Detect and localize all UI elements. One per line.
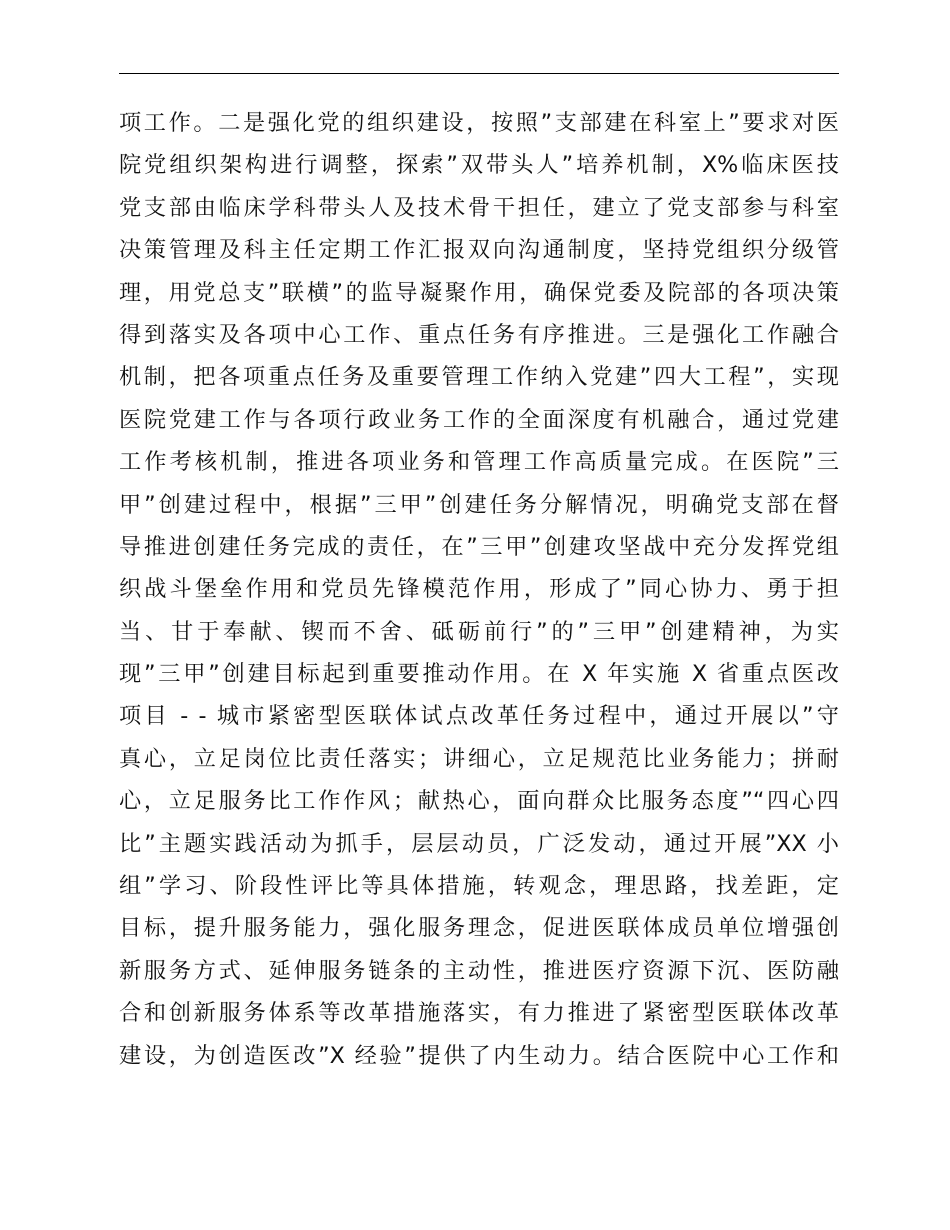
text-line: 工作考核机制，推进各项业务和管理工作高质量完成。在医院”三: [119, 449, 839, 476]
text-line: 织战斗堡垒作用和党员先锋模范作用，形成了”同心协力、勇于担: [119, 576, 839, 603]
text-line: 项目 - - 城市紧密型医联体试点改革任务过程中，通过开展以”守: [119, 703, 839, 730]
text-line: 机制，把各项重点任务及重要管理工作纳入党建”四大工程”，实现: [119, 364, 839, 391]
text-line: 建设，为创造医改”X 经验”提供了内生动力。结合医院中心工作和: [119, 1042, 839, 1069]
text-line: 理，用党总支”联横”的监导凝聚作用，确保党委及院部的各项决策: [119, 279, 839, 306]
text-line: 医院党建工作与各项行政业务工作的全面深度有机融合，通过党建: [119, 406, 839, 433]
text-line: 院党组织架构进行调整，探索”双带头人”培养机制，X%临床医技: [119, 152, 839, 179]
text-line: 当、甘于奉献、锲而不舍、砥砺前行”的”三甲”创建精神，为实: [119, 618, 839, 645]
text-line: 导推进创建任务完成的责任，在”三甲”创建攻坚战中充分发挥党组: [119, 533, 839, 560]
text-line: 心，立足服务比工作作风；献热心，面向群众比服务态度”“四心四: [119, 788, 839, 815]
text-line: 新服务方式、延伸服务链条的主动性，推进医疗资源下沉、医防融: [119, 957, 839, 984]
header-rule: [119, 73, 839, 74]
text-line: 真心，立足岗位比责任落实；讲细心，立足规范比业务能力；拼耐: [119, 745, 839, 772]
text-line: 决策管理及科主任定期工作汇报双向沟通制度，坚持党组织分级管: [119, 237, 839, 264]
text-line: 合和创新服务体系等改革措施落实，有力推进了紧密型医联体改革: [119, 1000, 839, 1027]
text-line: 组”学习、阶段性评比等具体措施，转观念，理思路，找差距，定: [119, 873, 839, 900]
text-line: 得到落实及各项中心工作、重点任务有序推进。三是强化工作融合: [119, 321, 839, 348]
text-line: 项工作。二是强化党的组织建设，按照”支部建在科室上”要求对医: [119, 110, 839, 136]
text-line: 现”三甲”创建目标起到重要推动作用。在 X 年实施 X 省重点医改: [119, 661, 839, 688]
text-line: 比”主题实践活动为抓手，层层动员，广泛发动，通过开展”XX 小: [119, 830, 839, 857]
text-line: 党支部由临床学科带头人及技术骨干担任，建立了党支部参与科室: [119, 194, 839, 221]
text-line: 甲”创建过程中，根据”三甲”创建任务分解情况，明确党支部在督: [119, 491, 839, 518]
body-text: [119, 102, 839, 1077]
text-line: 目标，提升服务能力，强化服务理念，促进医联体成员单位增强创: [119, 915, 839, 942]
